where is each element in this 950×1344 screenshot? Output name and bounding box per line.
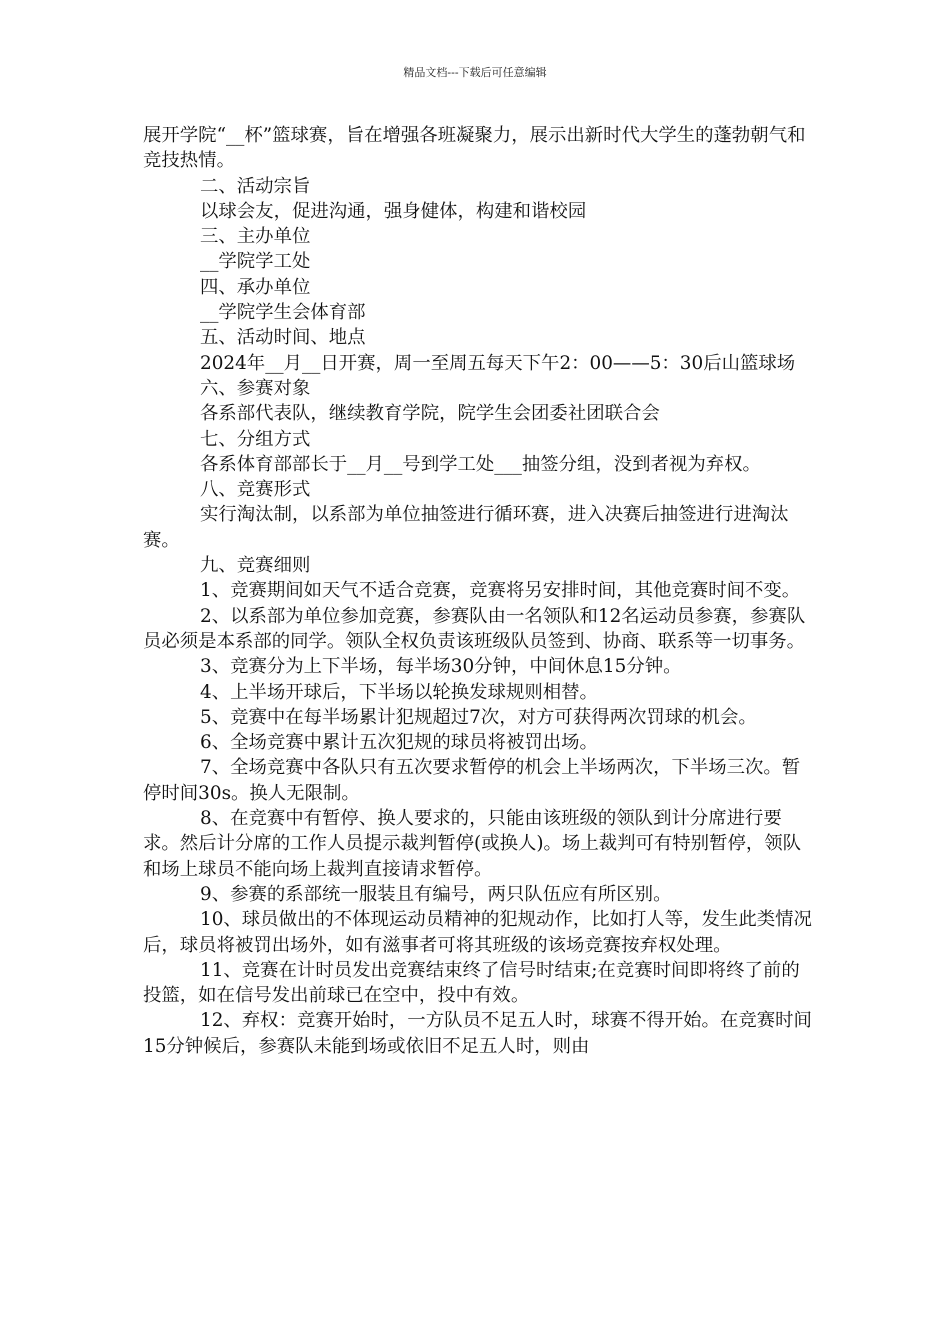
rule-item-11: 11、竞赛在计时员发出竞赛结束终了信号时结束;在竞赛时间即将终了前的投篮，如在信号发出前球已在空中，投中有效。: [143, 959, 800, 1007]
rule-item-1: 1、竞赛期间如天气不适合竞赛，竞赛将另安排时间，其他竞赛时间不变。: [200, 580, 801, 602]
paragraph-format: 实行淘汰制，以系部为单位抽签进行循环赛，进入决赛后抽签进行进淘汰赛。: [143, 504, 789, 551]
paragraph-host: __学院学生会体育部: [200, 302, 366, 324]
heading-organizer: 三、主办单位: [200, 226, 311, 248]
heading-rules: 九、竞赛细则: [200, 555, 311, 577]
heading-grouping: 七、分组方式: [200, 428, 311, 450]
page-header: 精品文档---下载后可任意编辑: [403, 66, 547, 79]
rule-item-2: 2、以系部为单位参加竞赛，参赛队由一名领队和12名运动员参赛，参赛队员必须是本系部的同学。领队全权负责该班级队员签到、协商、联系等一切事务。: [143, 605, 806, 652]
heading-participants: 六、参赛对象: [200, 377, 311, 399]
document-body: [143, 123, 815, 1059]
rule-item-12: 12、弃权：竞赛开始时，一方队员不足五人时，球赛不得开始。在竞赛时间15分钟候后，参赛队未能到场或依旧不足五人时，则由: [143, 1010, 812, 1057]
paragraph-purpose: 以球会友，促进沟通，强身健体，构建和谐校园: [200, 200, 587, 222]
rule-item-10: 10、球员做出的不体现运动员精神的犯规动作，比如打人等，发生此类情况后，球员将被罚出场外，如有滋事者可将其班级的该场竞赛按弃权处理。: [143, 909, 812, 956]
rule-item-7: 7、全场竞赛中各队只有五次要求暂停的机会上半场两次，下半场三次。暂停时间30s。换人无限制。: [143, 757, 801, 804]
heading-format: 八、竞赛形式: [200, 479, 311, 501]
rule-item-8: 8、在竞赛中有暂停、换人要求的，只能由该班级的领队到计分席进行要求。然后计分席的工作人员提示裁判暂停(或换人)。场上裁判可有特别暂停，领队和场上球员不能向场上裁判直接请求暂停。: [143, 808, 802, 880]
paragraph-intro: 展开学院“__杯”篮球赛，旨在增强各班凝聚力，展示出新时代大学生的蓬勃朝气和竞技热情。: [143, 125, 806, 172]
paragraph-grouping: 各系体育部部长于__月__号到学工处___抽签分组，没到者视为弃权。: [200, 453, 761, 475]
paragraph-time-place: 2024年__月__日开赛，周一至周五每天下午2：00——5：30后山篮球场: [200, 352, 796, 374]
heading-time-place: 五、活动时间、地点: [200, 327, 366, 349]
rule-item-3: 3、竞赛分为上下半场，每半场30分钟，中间休息15分钟。: [200, 656, 682, 678]
rule-item-9: 9、参赛的系部统一服装且有编号，两只队伍应有所区别。: [200, 883, 672, 905]
paragraph-participants: 各系部代表队，继续教育学院，院学生会团委社团联合会: [200, 403, 660, 425]
rule-item-4: 4、上半场开球后，下半场以轮换发球规则相替。: [200, 681, 598, 703]
rule-item-6: 6、全场竞赛中累计五次犯规的球员将被罚出场。: [200, 732, 598, 754]
heading-host: 四、承办单位: [200, 276, 311, 298]
rule-item-5: 5、竞赛中在每半场累计犯规超过7次，对方可获得两次罚球的机会。: [200, 706, 757, 728]
paragraph-organizer: __学院学工处: [200, 251, 311, 273]
heading-purpose: 二、活动宗旨: [200, 175, 311, 197]
